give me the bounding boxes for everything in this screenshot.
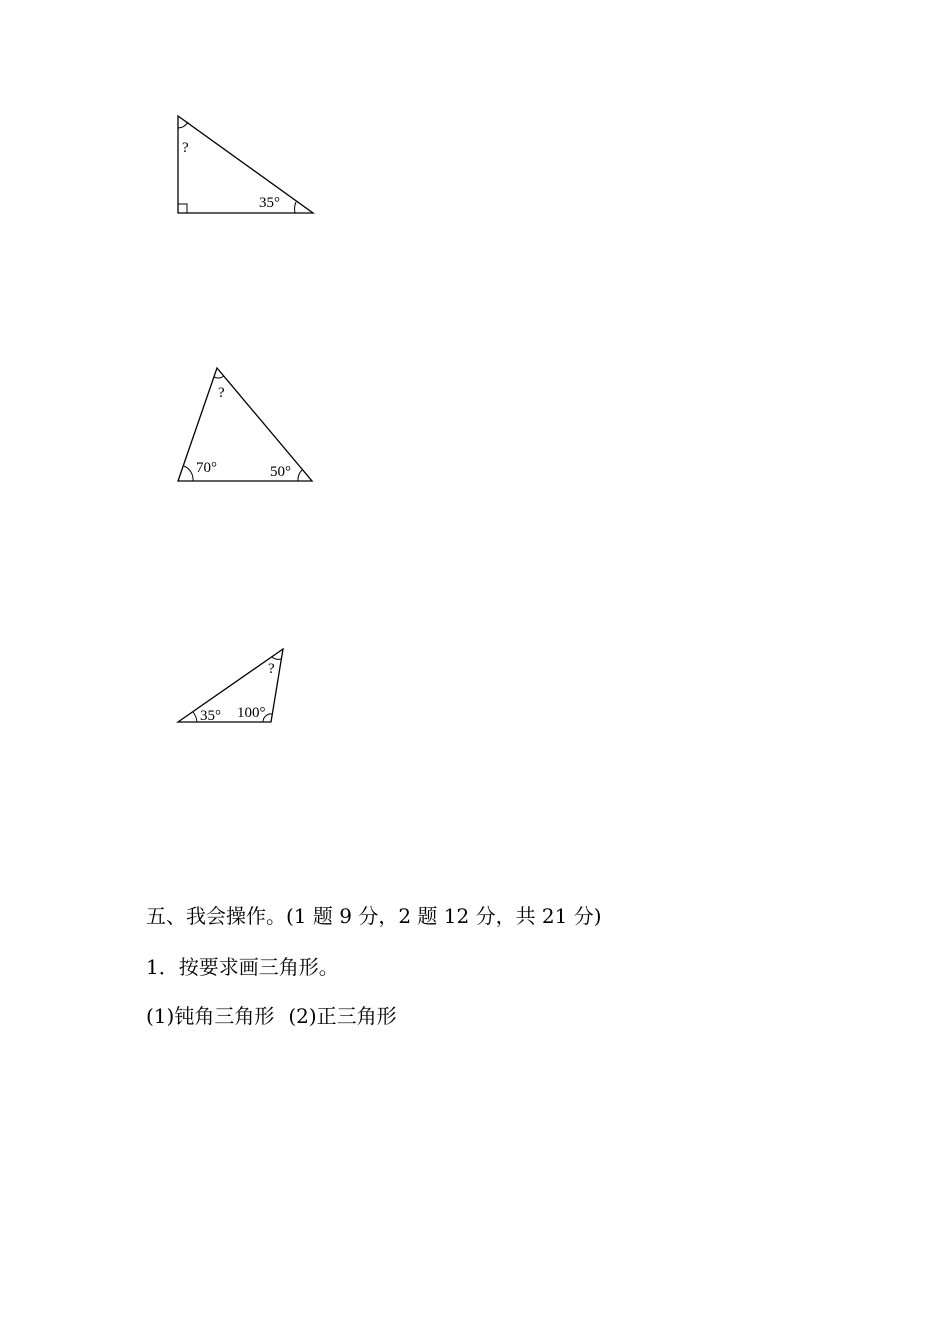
angle-arc-left [193, 712, 197, 722]
question-1-parts [146, 1000, 397, 1029]
angle-label-35: 35° [200, 708, 221, 724]
figure-acute-triangle [170, 362, 320, 487]
section-heading: 五、我会操作。(1 题 9 分，2 题 12 分，共 21 分) [146, 904, 602, 928]
figure-right-triangle [170, 108, 330, 223]
angle-label-70: 70° [196, 460, 217, 476]
question-1: 1．按要求画三角形。 [146, 955, 339, 979]
triangle-outline [178, 116, 313, 213]
angle-arc-right [295, 202, 296, 213]
angle-arc-top [214, 376, 224, 378]
angle-arc-right [298, 470, 302, 481]
angle-label-unknown: ? [182, 140, 189, 156]
part-1-label: (1)钝角三角形 [146, 1004, 275, 1028]
angle-arc-top [272, 657, 281, 659]
angle-arc-left [184, 466, 193, 481]
part-2-label: (2)正三角形 [288, 1004, 397, 1028]
figure-obtuse-triangle [170, 642, 290, 730]
angle-label-100: 100° [237, 705, 266, 721]
angle-label-35: 35° [259, 195, 280, 211]
right-angle-mark [178, 204, 187, 213]
angle-label-50: 50° [270, 464, 291, 480]
angle-label-unknown: ? [218, 385, 225, 401]
angle-label-unknown: ? [268, 661, 275, 677]
triangle-outline [178, 649, 283, 722]
